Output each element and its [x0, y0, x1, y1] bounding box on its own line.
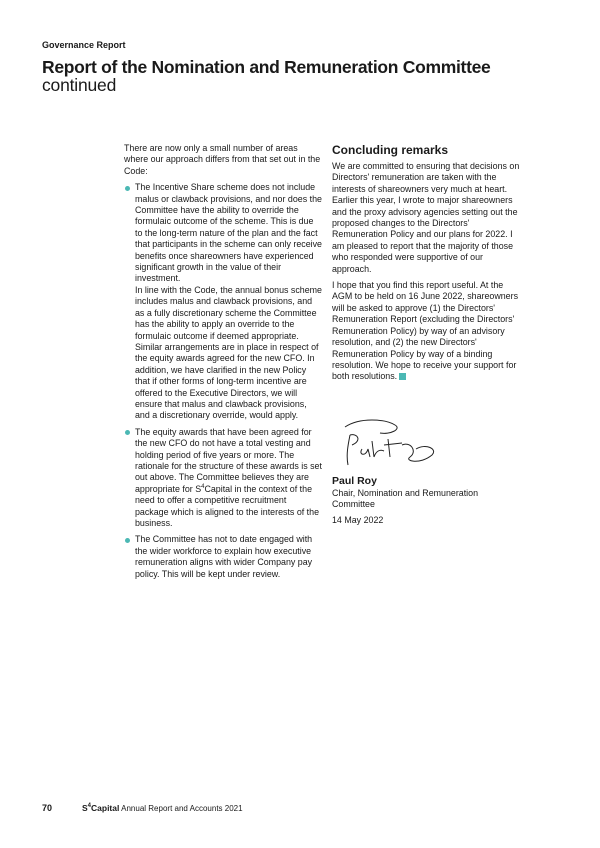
right-column: [332, 143, 524, 388]
footer: [82, 803, 243, 813]
section-heading: Concluding remarks: [332, 143, 449, 157]
page-title: Report of the Nomination and Remuneration Committee: [42, 57, 491, 77]
bullet-text: Capital in the context of the need to offer a competitive recruitment package which is aligned to the interests of the business.: [135, 483, 320, 528]
bullet-icon: [125, 186, 130, 191]
section-label: Governance Report: [42, 40, 126, 50]
bullet-icon: [125, 538, 130, 543]
signatory-name: Paul Roy: [332, 475, 377, 487]
page-number: 70: [42, 803, 53, 813]
bullet-list: [124, 182, 322, 580]
list-item: [124, 427, 322, 530]
document-title: Annual Report and Accounts 2021: [121, 804, 243, 813]
signatory-role: Chair, Nomination and Remuneration Committee: [332, 488, 479, 510]
superscript: 4: [201, 483, 205, 490]
bullet-text: In line with the Code, the annual bonus scheme includes malus and clawback provisions, and as a fully discretionary scheme the Committee has the ability to apply an override to the formulaic outcome if deemed appropriate. Similar arrangements are in place in respect of the equity awards agreed for the new CFO. In addition, we have clarified in the new Policy that if other forms of long-term incentive are offered to the Executive Directors, we will ensure that malus and clawback provisions, and a discretionary override, would apply.: [135, 284, 322, 421]
end-mark-icon: [399, 373, 406, 380]
bullet-text: The Committee has not to date engaged with the wider workforce to explain how executive remuneration aligns with wider Company pay policy. This will be kept under review.: [135, 534, 313, 579]
left-column: [124, 143, 322, 585]
list-item: [124, 534, 322, 580]
signature-date: 14 May 2022: [332, 515, 384, 525]
signature-icon: [340, 415, 450, 470]
paragraph: We are committed to ensuring that decisions on Directors' remuneration are taken with the interests of shareowners very much at heart. Earlier this year, I wrote to major shareowners and the proxy advisory agencies setting out the proposed changes to the Directors' Remuneration Policy and our plans for 2022. I am pleased to report that the majority of those who responded were supportive of our approach.: [332, 161, 520, 274]
bullet-text: The equity awards that have been agreed for the new CFO do not have a total vesting and holding period of five years or more. The rationale for the structure of these awards is set out above. The Committee believes they are appropriate for S: [135, 426, 322, 494]
page-subtitle: continued: [42, 75, 117, 95]
bullet-text: The Incentive Share scheme does not include malus or clawback provisions, and nor does the Committee have the ability to override the formulaic outcome of the scheme. This is due to the long-term nature of the plan and the fact that participants in the scheme can only receive benefits once shareowners have experienced significant growth in the value of their investment.: [135, 182, 322, 284]
bullet-icon: [125, 430, 130, 435]
list-item: [124, 182, 322, 422]
intro-paragraph: There are now only a small number of areas where our approach differs from that set out in the Code:: [124, 143, 321, 176]
paragraph-text: I hope that you find this report useful. At the AGM to be held on 16 June 2022, shareowners will be asked to approve (1) the Directors' Remuneration Report (excluding the Directors' Remuneration Policy) by way of an advisory resolution, and (2) the new Directors' Remuneration Policy by way of a binding resolution. We hope to receive your support for both resolutions.: [332, 280, 519, 382]
paragraph: [332, 280, 524, 383]
brand-logo: $S^4Capital$: [82, 803, 120, 813]
